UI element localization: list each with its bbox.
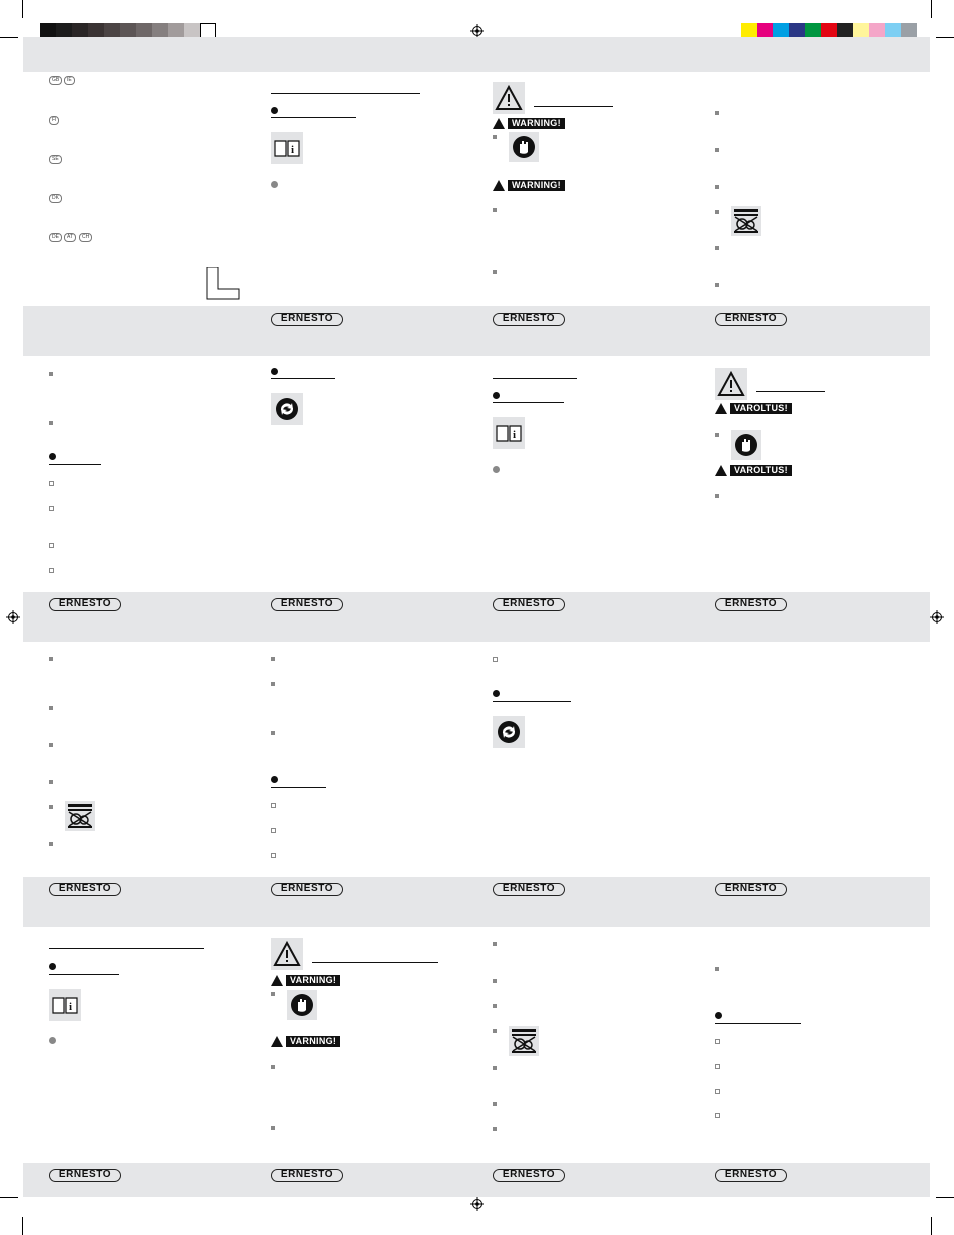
brand-logo: ERNESTO bbox=[493, 1169, 565, 1182]
brand-logo: ERNESTO bbox=[271, 598, 343, 611]
svg-text:i: i bbox=[291, 144, 295, 156]
brand-logo: ERNESTO bbox=[271, 1169, 343, 1182]
registration-mark-icon bbox=[930, 610, 944, 624]
svg-text:i: i bbox=[513, 429, 517, 441]
warning-icon bbox=[493, 82, 525, 114]
brand-logo: ERNESTO bbox=[493, 598, 565, 611]
recycling-green-dot-icon bbox=[493, 716, 525, 748]
registration-mark-icon bbox=[470, 1197, 484, 1211]
glove-icon bbox=[731, 430, 761, 460]
corner-bracket-icon bbox=[206, 267, 240, 301]
no-dishwasher-icon bbox=[65, 801, 95, 831]
country-code: FI bbox=[49, 116, 59, 125]
no-dishwasher-icon bbox=[731, 206, 761, 236]
brand-logo: ERNESTO bbox=[715, 598, 787, 611]
brand-logo: ERNESTO bbox=[493, 883, 565, 896]
recycling-green-dot-icon bbox=[271, 393, 303, 425]
manual-info-icon bbox=[493, 417, 525, 449]
country-code: GB bbox=[49, 76, 62, 85]
brand-logo: ERNESTO bbox=[715, 313, 787, 326]
brand-logo: ERNESTO bbox=[715, 1169, 787, 1182]
country-code: CH bbox=[79, 233, 92, 242]
registration-mark-icon bbox=[6, 610, 20, 624]
brand-logo: ERNESTO bbox=[49, 1169, 121, 1182]
band-row-2 bbox=[23, 592, 930, 642]
brand-logo: ERNESTO bbox=[493, 313, 565, 326]
warning-icon bbox=[271, 938, 303, 970]
band-row-1 bbox=[23, 306, 930, 356]
manual-info-icon bbox=[49, 989, 81, 1021]
brand-logo: ERNESTO bbox=[271, 883, 343, 896]
registration-mark-icon bbox=[470, 24, 484, 38]
band-row-4 bbox=[23, 1163, 930, 1197]
brand-logo: ERNESTO bbox=[49, 883, 121, 896]
brand-logo: ERNESTO bbox=[715, 883, 787, 896]
warning-icon bbox=[715, 368, 747, 400]
brand-logo: ERNESTO bbox=[49, 598, 121, 611]
country-code: IE bbox=[64, 76, 75, 85]
manual-info-icon bbox=[271, 132, 303, 164]
svg-text:i: i bbox=[69, 1001, 73, 1013]
country-code: SE bbox=[49, 155, 62, 164]
country-code: DE bbox=[49, 233, 62, 242]
glove-icon bbox=[509, 132, 539, 162]
no-dishwasher-icon bbox=[509, 1026, 539, 1056]
top-band bbox=[23, 37, 930, 72]
band-row-3 bbox=[23, 877, 930, 927]
glove-icon bbox=[287, 990, 317, 1020]
country-code: DK bbox=[49, 194, 62, 203]
country-code: AT bbox=[64, 233, 76, 242]
brand-logo: ERNESTO bbox=[271, 313, 343, 326]
